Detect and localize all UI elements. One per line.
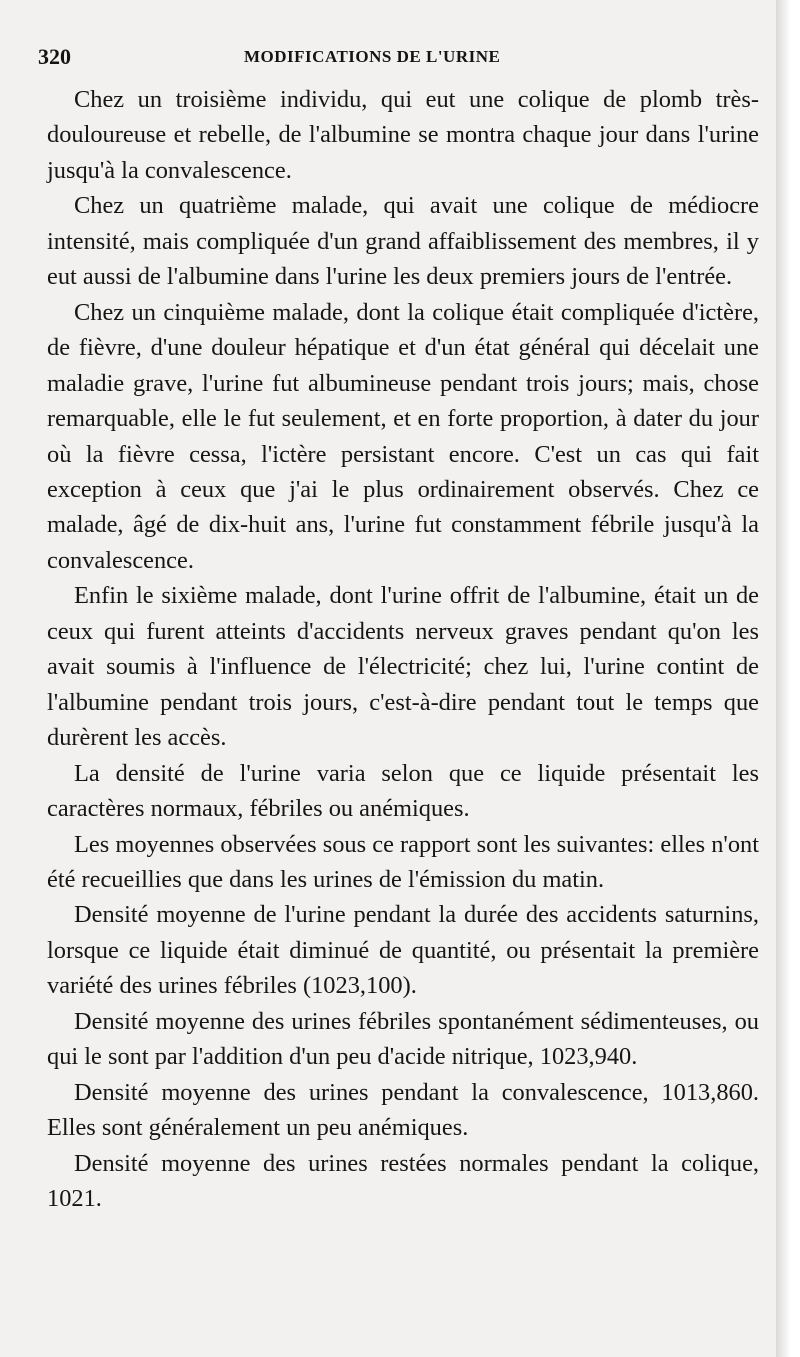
page-edge [776,0,800,1357]
page-number: 320 [38,44,71,69]
paragraph-density-febrile: Densité moyenne des urines fébriles spontanément sédimenteuses, ou qui le sont par l'addition d'un peu d'acide nitrique, 1023,940. [47,1007,759,1071]
paragraph-averages: Les moyennes observées sous ce rapport sont les suivantes: elles n'ont été recueillies que dans les urines de l'émission du matin. [47,830,759,893]
paragraph-density-convalescence: Densité moyenne des urines pendant la convalescence, 1013,860. Elles sont généralement un peu anémiques. [47,1078,759,1142]
paragraph-third-patient: Chez un troisième individu, qui eut une colique de plomb très-douloureuse et rebelle, de l'albumine se montra chaque jour dans l'urine jusqu'à la convalescence. [47,86,759,184]
body-text [47,82,759,1217]
paragraph-sixth-patient: Enfin le sixième malade, dont l'urine offrit de l'albumine, était un de ceux qui furent atteints d'accidents nerveux graves pendant qu'on les avait soumis à l'influence de l'électricité; chez lui, l'urine contint de l'albumine pendant trois jours, c'est-à-dire pendant tout le temps que durèrent les accès. [47,582,759,752]
paragraph-fifth-patient: Chez un cinquième malade, dont la colique était compliquée d'ictère, de fièvre, d'une douleur hépatique et d'un état général qui décelait une maladie grave, l'urine fut albumineuse pendant trois jours; mais, chose remarquable, elle le fut seulement, et en forte proportion, à dater du jour où la fièvre cessa, l'ictère persistant encore. C'est un cas qui fait exception à ceux que j'ai le plus ordinairement observés. Chez ce malade, âgé de dix-huit ans, l'urine fut constamment fébrile jusqu'à la convalescence. [47,298,759,574]
page-header [38,44,738,74]
paragraph-density-intro: La densité de l'urine varia selon que ce liquide présentait les caractères normaux, fébriles ou anémiques. [47,759,759,823]
paragraph-density-normal: Densité moyenne des urines restées normales pendant la colique, 1021. [47,1149,759,1213]
paragraph-fourth-patient: Chez un quatrième malade, qui avait une colique de médiocre intensité, mais compliquée d'un grand affaiblissement des membres, il y eut aussi de l'albumine dans l'urine les deux premiers jours de l'entrée. [47,192,759,291]
running-title: MODIFICATIONS DE L'URINE [244,47,501,66]
paragraph-density-saturnine: Densité moyenne de l'urine pendant la durée des accidents saturnins, lorsque ce liquide était diminué de quantité, ou présentait la première variété des urines fébriles (1023,100). [47,901,759,1000]
